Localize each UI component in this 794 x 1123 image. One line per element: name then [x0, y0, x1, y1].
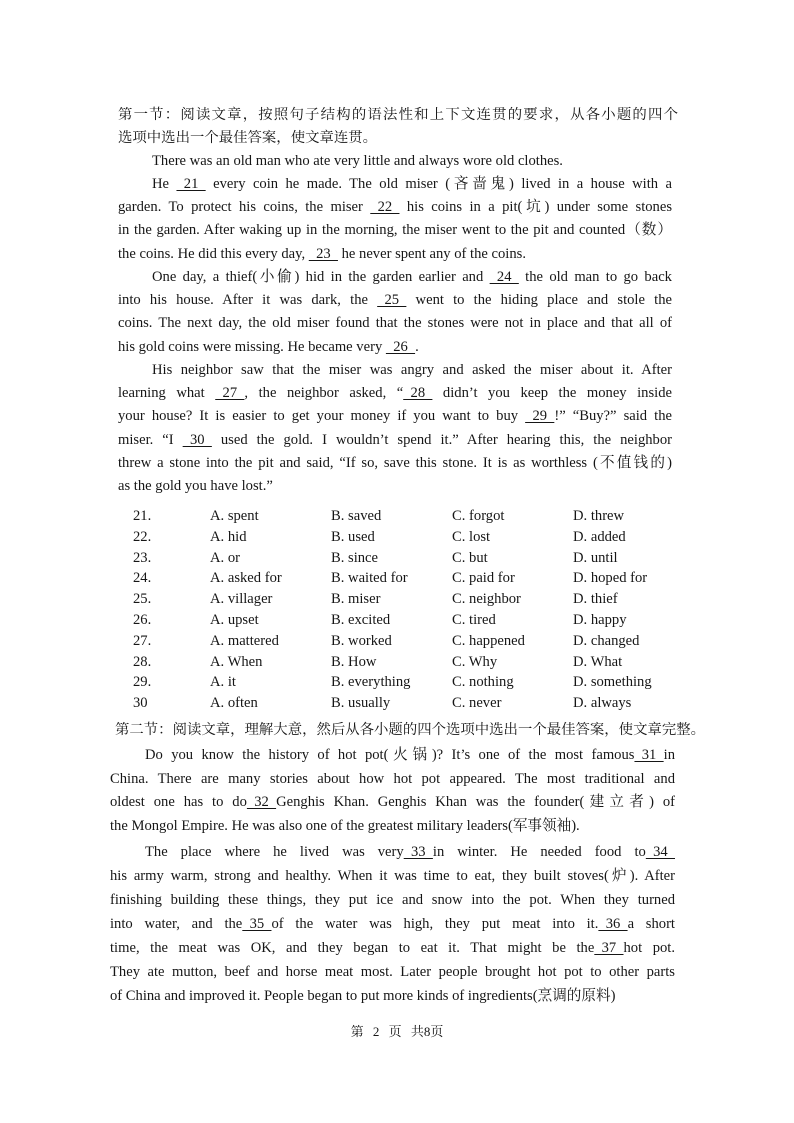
- passage-text: every coin he made. The old miser (吝啬鬼) lived in a house with a: [205, 176, 672, 192]
- answer-blank: 36: [598, 916, 628, 932]
- section2-heading: [115, 719, 706, 742]
- passage-text: He: [152, 176, 177, 192]
- passage-text: One day, a thief(小偷) hid in the garden earlier and: [152, 269, 490, 285]
- answer-blank: 35: [242, 916, 272, 932]
- passage-paragraph: [118, 173, 672, 266]
- passage-text: of China and improved it. People began to put more kinds of ingredients(烹调的原料): [110, 988, 616, 1004]
- question-number: 23.: [133, 549, 152, 566]
- passage-line: [118, 429, 672, 452]
- passage-line: [110, 984, 675, 1008]
- question-number: 28.: [133, 653, 152, 670]
- passage-text: The place where he lived was very: [145, 844, 404, 860]
- answer-blank: 25: [377, 292, 407, 309]
- option-d: D. added: [573, 528, 626, 545]
- answer-blank: 24: [489, 269, 519, 285]
- option-a: A. hid: [210, 528, 247, 545]
- option-c: C. paid for: [452, 570, 515, 587]
- passage-line: [118, 243, 672, 266]
- option-c: C. Why: [452, 653, 498, 670]
- option-row: [118, 631, 683, 652]
- section1-heading-line-1: 第一节：阅读文章，按照句子结构的语法性和上下文连贯的要求，从各小题的四个: [118, 107, 678, 123]
- passage-text: his army warm, strong and healthy. When it was time to eat, they built stoves(炉). After: [110, 868, 675, 884]
- passage-text: as the gold you have lost.”: [118, 478, 273, 495]
- passage-text: used the gold. I wouldn’t spend it.” After hearing this, the neighbor: [211, 431, 673, 448]
- option-b: B. miser: [331, 591, 381, 608]
- passage-text: he never spent any of the coins.: [337, 245, 526, 262]
- passage-text: threw a stone into the pit and said, “If so, save this stone. It is as worthless (不值钱的): [118, 454, 672, 471]
- option-d: D. thief: [573, 591, 618, 608]
- option-b: B. excited: [331, 611, 391, 628]
- option-a: A. upset: [210, 611, 259, 628]
- passage-text: didn’t you keep the money inside: [432, 385, 672, 402]
- question-number: 29.: [133, 674, 152, 691]
- question-number: 25.: [133, 591, 152, 608]
- option-d: D. something: [573, 674, 652, 691]
- answer-blank: 37: [594, 940, 624, 956]
- passage-text: a short: [627, 916, 675, 932]
- passage-text: the old man to go back: [518, 269, 672, 285]
- question-number: 22.: [133, 528, 152, 545]
- passage-text: , the neighbor asked, “: [244, 385, 404, 402]
- passage-line: [118, 150, 672, 173]
- passage-text: into water, and the: [110, 916, 243, 932]
- passage-line: [110, 912, 675, 936]
- answer-blank: 29: [525, 408, 555, 425]
- page-footer: 第 2 页 共8页: [350, 1024, 444, 1039]
- passage-line: [110, 791, 675, 815]
- passage-line: [118, 196, 672, 219]
- answer-blank: 26: [385, 338, 416, 355]
- passage-line: [118, 475, 672, 498]
- passage-text: the coins. He did this every day,: [118, 245, 309, 262]
- answer-blank: 27: [215, 385, 245, 402]
- option-row: [118, 568, 683, 589]
- answer-blank: 32: [246, 794, 277, 811]
- option-row: [118, 548, 683, 569]
- passage-text: hot pot.: [623, 940, 676, 956]
- passage-text: in: [663, 747, 675, 763]
- option-b: B. saved: [331, 508, 382, 524]
- option-c: C. tired: [452, 611, 496, 628]
- passage-line: [110, 864, 675, 888]
- option-c: C. lost: [452, 528, 491, 545]
- option-c: C. nothing: [452, 674, 514, 691]
- option-row: [118, 527, 683, 548]
- passage-paragraph: [118, 266, 672, 359]
- option-c: C. never: [452, 695, 502, 712]
- passage-text: garden. To protect his coins, the miser: [118, 199, 371, 216]
- passage-line: [118, 266, 672, 289]
- passage-text: !” “Buy?” said the: [554, 408, 673, 425]
- option-c: C. happened: [452, 632, 525, 649]
- passage-line: [118, 359, 672, 382]
- question-number: 21.: [133, 508, 152, 524]
- option-b: B. everything: [331, 674, 411, 691]
- section2-heading-line: 第二节：阅读文章，理解大意，然后从各小题的四个选项中选出一个最佳答案，使文章完整。: [115, 722, 706, 738]
- options-table: [118, 506, 683, 714]
- passage-text: His neighbor saw that the miser was angry and asked the miser about it. After: [152, 362, 672, 378]
- passage-text: your house? It is easier to get your money if you want to buy: [118, 408, 526, 425]
- answer-blank: 34: [645, 844, 675, 860]
- passage-text: learning what: [118, 385, 216, 402]
- option-c: C. but: [452, 549, 488, 566]
- option-d: D. happy: [573, 611, 627, 628]
- passage-line: [110, 815, 675, 839]
- passage-text: They ate mutton, beef and horse meat most. Later people brought hot pot to other parts: [110, 964, 675, 980]
- passage-text: in the garden. After waking up in the morning, the miser went to the pit and counted（数）: [118, 222, 672, 239]
- option-row: [118, 610, 683, 631]
- option-row: [118, 693, 683, 714]
- passage-text: his gold coins were missing. He became very: [118, 338, 386, 355]
- option-d: D. until: [573, 549, 618, 566]
- option-a: A. or: [210, 549, 240, 566]
- passage-line: [110, 768, 675, 792]
- passage-paragraph: [110, 840, 675, 1008]
- option-b: B. waited for: [331, 570, 408, 587]
- answer-blank: 21: [176, 176, 206, 192]
- question-number: 27.: [133, 632, 152, 649]
- passage-line: [110, 744, 675, 768]
- passage-line: [110, 936, 675, 960]
- option-d: D. always: [573, 695, 632, 712]
- answer-blank: 30: [182, 431, 212, 448]
- passage-line: [118, 382, 672, 405]
- answer-blank: 31: [634, 747, 664, 763]
- option-d: D. threw: [573, 508, 625, 524]
- question-number: 26.: [133, 611, 152, 628]
- option-a: A. spent: [210, 508, 259, 524]
- answer-blank: 33: [403, 844, 433, 860]
- question-number: 24.: [133, 570, 152, 587]
- option-d: D. changed: [573, 632, 640, 649]
- option-a: A. asked for: [210, 570, 282, 587]
- option-d: D. hoped for: [573, 570, 648, 587]
- passage-paragraph: [118, 150, 672, 173]
- answer-blank: 28: [403, 385, 433, 402]
- section1-heading: [118, 104, 678, 150]
- option-d: D. What: [573, 653, 623, 670]
- option-row: [118, 506, 683, 527]
- option-c: C. neighbor: [452, 591, 521, 608]
- passage-line: [118, 336, 672, 359]
- passage-text: in winter. He needed food to: [432, 844, 646, 860]
- option-a: A. mattered: [210, 632, 279, 649]
- option-c: C. forgot: [452, 508, 505, 524]
- passage-line: [118, 289, 672, 312]
- answer-blank: 22: [370, 199, 400, 216]
- passage-text: finishing building these things, they put ice and snow into the pot. When they turned: [110, 892, 675, 908]
- passage-text: miser. “I: [118, 431, 183, 448]
- passage-line: [118, 219, 672, 242]
- option-row: [118, 589, 683, 610]
- passage-text: the Mongol Empire. He was also one of the greatest military leaders(军事领袖).: [110, 817, 580, 834]
- passage-text: Genghis Khan. Genghis Khan was the founder(建立者) of: [276, 794, 675, 811]
- passage-text: Do you know the history of hot pot(火锅)? It’s one of the most famous: [145, 747, 635, 763]
- option-a: A. it: [210, 674, 236, 691]
- option-a: A. villager: [210, 591, 273, 608]
- passage-line: [118, 312, 672, 335]
- passage-text: of the water was high, they put meat into it.: [271, 916, 599, 932]
- option-row: [118, 672, 683, 693]
- passage-text: coins. The next day, the old miser found that the stones were not in place and that all of: [118, 315, 672, 332]
- passage-line: [118, 173, 672, 196]
- passage-paragraph: [118, 359, 672, 498]
- passage-text: oldest one has to do: [110, 794, 247, 811]
- passage-text: China. There are many stories about how hot pot appeared. The most traditional and: [110, 770, 675, 787]
- passage-paragraph: [110, 744, 675, 838]
- option-b: B. used: [331, 528, 375, 545]
- passage-text: .: [415, 338, 419, 355]
- answer-blank: 23: [308, 245, 338, 262]
- option-a: A. often: [210, 695, 258, 712]
- option-b: B. usually: [331, 695, 391, 712]
- passage-text: into his house. After it was dark, the: [118, 292, 378, 309]
- passage-line: [118, 452, 672, 475]
- passage-line: [110, 840, 675, 864]
- option-a: A. When: [210, 653, 263, 670]
- option-b: B. How: [331, 653, 377, 670]
- option-row: [118, 652, 683, 673]
- passage-text: There was an old man who ate very little and always wore old clothes.: [152, 153, 563, 169]
- option-b: B. worked: [331, 632, 392, 649]
- passage-text: time, the meat was OK, and they began to eat it. That might be the: [110, 940, 595, 956]
- section1-heading-line-2: 选项中选出一个最佳答案，使文章连贯。: [118, 130, 378, 147]
- passage-line: [118, 405, 672, 428]
- passage-line: [110, 960, 675, 984]
- option-b: B. since: [331, 549, 379, 566]
- passage-text: his coins in a pit(坑) under some stones: [399, 199, 672, 216]
- passage-line: [110, 888, 675, 912]
- question-number: 30: [133, 695, 148, 712]
- passage-text: went to the hiding place and stole the: [406, 292, 672, 309]
